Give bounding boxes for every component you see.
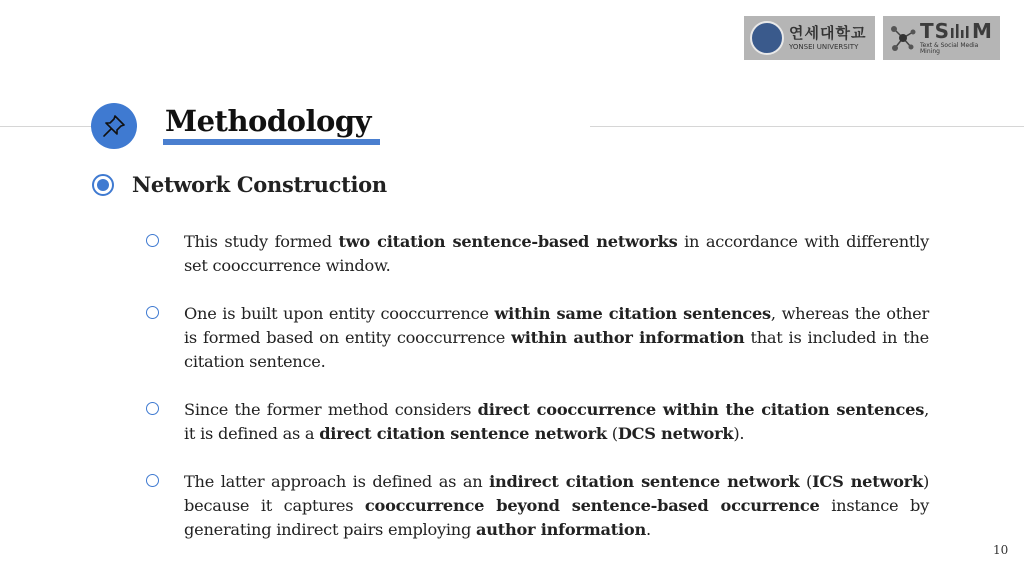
bullet-text: [184, 302, 929, 374]
lab-name-suffix: M: [972, 19, 993, 43]
section-radio-icon: [92, 174, 114, 196]
header-rule-left: [0, 126, 96, 127]
bullet-text: [184, 398, 929, 446]
bullet-text: [184, 230, 929, 278]
emphasis-text: direct cooccurrence within the citation sentences: [477, 400, 925, 419]
body-text: in accordance with differently set cooccurrence window.: [184, 232, 930, 275]
emphasis-text: author information: [475, 520, 646, 539]
header-rule-right: [590, 126, 1024, 127]
body-text: The latter approach is defined as an: [184, 472, 490, 491]
title-badge: [91, 103, 137, 149]
body-text: that is included in the citation sentence.: [184, 328, 929, 371]
lab-name: TS: [920, 19, 951, 43]
body-text: Since the former method considers: [184, 400, 478, 419]
emphasis-text: two citation sentence-based networks: [338, 232, 678, 251]
university-name-en: YONSEI UNIVERSITY: [789, 42, 859, 51]
emphasis-text: indirect citation sentence network: [489, 472, 800, 491]
emphasis-text: direct citation sentence network: [319, 424, 607, 443]
tsmm-logo: [883, 16, 1000, 60]
bullet-circle-icon: [146, 234, 159, 247]
body-text: (: [799, 472, 813, 491]
list-item: [146, 230, 929, 278]
body-text: , whereas the other is formed based on entity cooccurrence: [184, 304, 929, 347]
tsmm-wordmark: [920, 21, 994, 55]
emphasis-text: within author information: [511, 328, 745, 347]
bullet-circle-icon: [146, 474, 159, 487]
network-graph-icon: [889, 23, 917, 53]
bullet-circle-icon: [146, 306, 159, 319]
title-underline: [163, 139, 380, 145]
emphasis-text: ICS network: [812, 472, 923, 491]
body-text: .: [645, 520, 651, 539]
yonsei-seal-icon: [750, 21, 784, 55]
yonsei-logo: [744, 16, 875, 60]
body-text: , it is defined as a: [184, 400, 929, 443]
list-item: [146, 398, 929, 446]
page-title: Methodology: [165, 104, 371, 138]
page-number: 10: [993, 543, 1009, 557]
emphasis-text: DCS network: [617, 424, 734, 443]
body-text: (: [606, 424, 618, 443]
body-text: One is built upon entity cooccurrence: [184, 304, 495, 323]
yonsei-wordmark: [789, 23, 867, 51]
section-title: Network Construction: [132, 172, 387, 197]
emphasis-text: within same citation sentences: [494, 304, 771, 323]
list-item: [146, 470, 929, 542]
university-name-ko: 연세대학교: [789, 23, 867, 42]
pushpin-icon: [100, 112, 128, 140]
section-heading: [92, 172, 387, 197]
list-item: [146, 302, 929, 374]
body-text: ).: [733, 424, 745, 443]
body-text: This study formed: [184, 232, 339, 251]
bar-chart-icon: [950, 22, 972, 38]
bullet-list: [146, 230, 929, 566]
emphasis-text: cooccurrence beyond sentence-based occurrence: [364, 496, 820, 515]
header-logos: [744, 16, 1000, 60]
bullet-circle-icon: [146, 402, 159, 415]
lab-tagline: Text & Social Media Mining: [920, 42, 979, 55]
body-text: instance by generating indirect pairs employing: [184, 496, 929, 539]
bullet-text: [184, 470, 929, 542]
body-text: ) because it captures: [184, 472, 930, 515]
